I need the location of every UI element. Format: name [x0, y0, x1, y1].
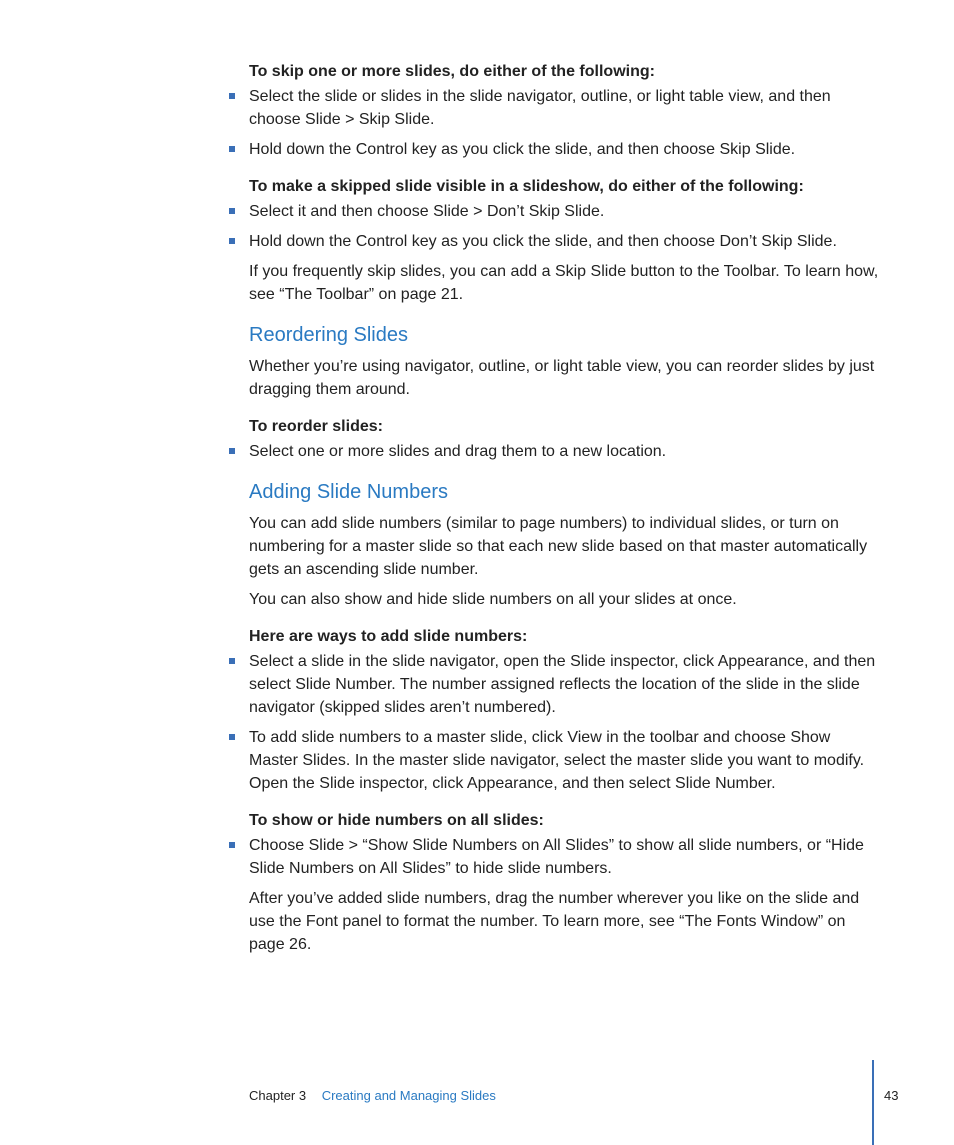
bullet-list [249, 834, 879, 880]
list-item [249, 85, 879, 131]
bullet-square-icon [229, 208, 235, 214]
bullet-square-icon [229, 448, 235, 454]
bullet-square-icon [229, 842, 235, 848]
footer-chapter [249, 1088, 496, 1103]
body-paragraph: You can add slide numbers (similar to page numbers) to individual slides, or turn on numbering for a master slide so that each new slide based on that master automatically gets an ascending slide number. [249, 515, 868, 578]
body-paragraph: After you’ve added slide numbers, drag the number wherever you like on the slide and use the Font panel to format the number. To learn more, see “The Fonts Window” on page 26. [249, 890, 860, 953]
list-item [249, 650, 879, 719]
list-item [249, 230, 879, 253]
list-item [249, 200, 879, 223]
bullet-list [249, 85, 879, 161]
task-heading: Here are ways to add slide numbers: [249, 628, 528, 645]
bullet-list [249, 650, 879, 795]
bullet-square-icon [229, 93, 235, 99]
list-item-text: Select the slide or slides in the slide navigator, outline, or light table view, and then choose Slide > Skip Slide. [249, 88, 831, 128]
bullet-list [249, 440, 879, 463]
footer-divider [872, 1060, 874, 1145]
chapter-label: Chapter 3 [249, 1088, 307, 1103]
section-heading: Reordering Slides [249, 324, 408, 346]
list-item-text: Select it and then choose Slide > Don’t Skip Slide. [249, 203, 605, 220]
list-item-text: Select a slide in the slide navigator, open the Slide inspector, click Appearance, and then select Slide Number. The number assigned reflects the location of the slide in the slide navigator (skipped slides aren’t numbered). [249, 653, 876, 716]
bullet-square-icon [229, 658, 235, 664]
task-heading: To make a skipped slide visible in a slideshow, do either of the following: [249, 178, 804, 195]
bullet-square-icon [229, 734, 235, 740]
list-item [249, 440, 879, 463]
list-item [249, 726, 879, 795]
page-number: 43 [884, 1088, 899, 1103]
list-item [249, 834, 879, 880]
list-item [249, 138, 879, 161]
task-heading: To reorder slides: [249, 418, 383, 435]
page-content [249, 60, 879, 956]
body-paragraph: Whether you’re using navigator, outline, or light table view, you can reorder slides by just dragging them around. [249, 358, 875, 398]
section-heading: Adding Slide Numbers [249, 481, 448, 503]
bullet-square-icon [229, 146, 235, 152]
bullet-square-icon [229, 238, 235, 244]
task-heading: To skip one or more slides, do either of the following: [249, 63, 655, 80]
list-item-text: Select one or more slides and drag them to a new location. [249, 443, 667, 460]
task-heading: To show or hide numbers on all slides: [249, 812, 544, 829]
bullet-list [249, 200, 879, 253]
list-item-text: Hold down the Control key as you click the slide, and then choose Don’t Skip Slide. [249, 233, 837, 250]
list-item-text: Hold down the Control key as you click the slide, and then choose Skip Slide. [249, 141, 796, 158]
list-item-text: To add slide numbers to a master slide, click View in the toolbar and choose Show Master Slides. In the master slide navigator, select the master slide you want to modify. Open the Slide inspector, click Appearance, and then select Slide Number. [249, 729, 865, 792]
body-paragraph: If you frequently skip slides, you can add a Skip Slide button to the Toolbar. To learn how, see “The Toolbar” on page 21. [249, 263, 879, 303]
chapter-title-link[interactable]: Creating and Managing Slides [321, 1088, 496, 1103]
list-item-text: Choose Slide > “Show Slide Numbers on All Slides” to show all slide numbers, or “Hide Slide Numbers on All Slides” to hide slide numbers. [249, 837, 864, 877]
body-paragraph: You can also show and hide slide numbers on all your slides at once. [249, 591, 737, 608]
